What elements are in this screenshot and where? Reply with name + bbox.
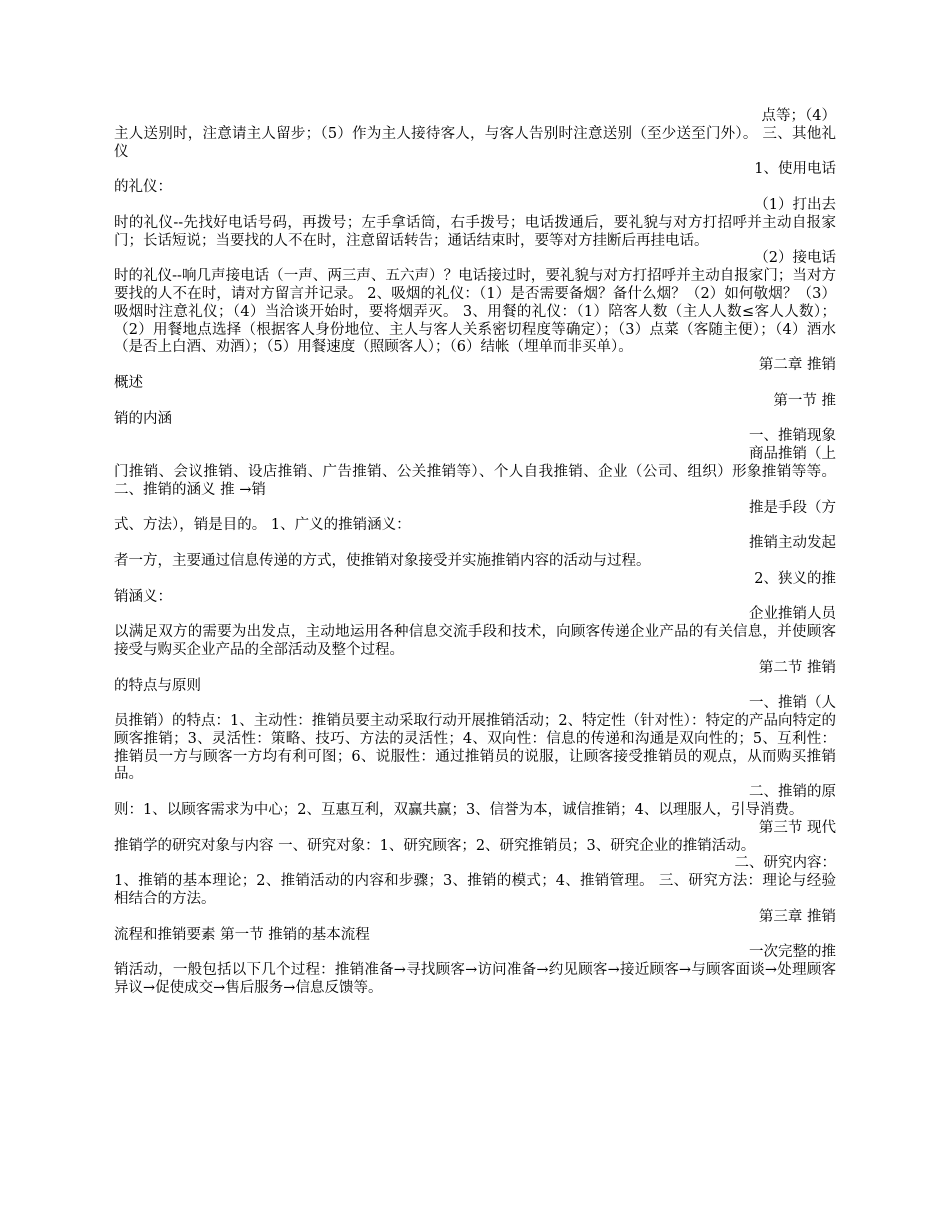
paragraph-text: 则：1、以顾客需求为中心；2、互惠互利，双赢共赢；3、信誉为本，诚信推销；4、以理服人，引导消费。 xyxy=(114,802,804,819)
heading-fragment: 第二章 推销 xyxy=(758,357,836,374)
heading-fragment: 一、推销现象 xyxy=(749,428,836,445)
heading-fragment: 第三章 推销 xyxy=(758,908,836,925)
paragraph-text: 时的礼仪--响几声接电话（一声、两三声、五六声）？电话接过时，要礼貌与对方打招呼并主动自报家门；当对方要找的人不在时，请对方留言并记录。 2、吸烟的礼仪：（1）是否需要备烟？备什么烟？（2）如何敬烟？（3）吸烟时注意礼仪；（4）当洽谈开始时，要将烟弄灭。 3、用餐的礼仪：（1）陪客人数（主人人数≤客人人数）；（2）用餐地点选择（根据客人身份地位、主人与客人关系密切程度等确定）；（3）点菜（客随主便）；（4）酒水（是否上白酒、劝酒）；（5）用餐速度（照顾客人）；（6）结帐（埋单而非买单）。 xyxy=(114,268,836,356)
paragraph-text: 1、推销的基本理论；2、推销活动的内容和步骤；3、推销的模式；4、推销管理。 三、研究方法：理论与经验相结合的方法。 xyxy=(114,873,836,908)
heading-fragment: 第二节 推销 xyxy=(758,659,836,676)
heading-fragment: 1、使用电话 xyxy=(754,161,836,178)
paragraph-text: 概述 xyxy=(114,374,143,391)
paragraph-text: 的礼仪： xyxy=(114,179,172,196)
heading-fragment: 2、狭义的推 xyxy=(754,570,836,587)
paragraph-text: 门推销、会议推销、设店推销、广告推销、公关推销等）、个人自我推销、企业（公司、组织）形象推销等等。 二、推销的涵义 推 →销 xyxy=(114,463,836,498)
paragraph-text: 推销学的研究对象与内容 一、研究对象：1、研究顾客；2、研究推销员；3、研究企业的推销活动。 xyxy=(114,837,756,854)
heading-fragment: 二、推销的原 xyxy=(749,784,836,801)
paragraph-text: 者一方，主要通过信息传递的方式，使推销对象接受并实施推销内容的活动与过程。 xyxy=(114,552,651,569)
paragraph-text: 式、方法），销是目的。 1、广义的推销涵义： xyxy=(114,517,411,534)
paragraph-text: 时的礼仪--先找好电话号码，再拨号；左手拿话筒，右手拨号；电话拨通后，要礼貌与对方打招呼并主动自报家门；长话短说；当要找的人不在时，注意留话转告；通话结束时，要等对方挂断后再挂电话。 xyxy=(114,214,836,249)
heading-fragment: 第一节 推 xyxy=(773,392,836,409)
paragraph-text: 主人送别时，注意请主人留步；（5）作为主人接待客人，与客人告别时注意送别（至少送至门外）。 三、其他礼仪 xyxy=(114,125,836,160)
heading-fragment: 二、研究内容： xyxy=(734,855,836,872)
heading-fragment: （2）接电话 xyxy=(754,250,836,267)
paragraph-text: 的特点与原则 xyxy=(114,677,201,694)
paragraph-text: 销的内涵 xyxy=(114,410,172,427)
heading-fragment: 企业推销人员 xyxy=(749,606,836,623)
paragraph-text: 销活动，一般包括以下几个过程：推销准备→寻找顾客→访问准备→约见顾客→接近顾客→与顾客面谈→处理顾客异议→促使成交→售后服务→信息反馈等。 xyxy=(114,962,836,997)
heading-fragment: 一次完整的推 xyxy=(749,944,836,961)
heading-fragment: 推销主动发起 xyxy=(749,535,836,552)
heading-fragment: 点等；（4） xyxy=(761,108,836,124)
paragraph-text: 流程和推销要素 第一节 推销的基本流程 xyxy=(114,926,370,943)
heading-fragment: 一、推销（人 xyxy=(749,695,836,712)
paragraph-text: 销涵义： xyxy=(114,588,172,605)
heading-fragment: 推是手段（方 xyxy=(749,499,836,516)
heading-fragment: 第三节 现代 xyxy=(758,819,836,836)
heading-fragment: （1）打出去 xyxy=(754,196,836,213)
heading-fragment: 商品推销（上 xyxy=(749,446,836,463)
paragraph-text: 员推销）的特点：1、主动性：推销员要主动采取行动开展推销活动；2、特定性（针对性）：特定的产品向特定的顾客推销；3、灵活性：策略、技巧、方法的灵活性；4、双向性：信息的传递和沟通是双向性的；5、互利性：推销员一方与顾客一方均有利可图；6、说服性：通过推销员的说服，让顾客接受推销员的观点，从而购买推销品。 xyxy=(114,713,836,783)
paragraph-text: 以满足双方的需要为出发点，主动地运用各种信息交流手段和技术，向顾客传递企业产品的有关信息，并使顾客接受与购买企业产品的全部活动及整个过程。 xyxy=(114,624,836,658)
document-body xyxy=(114,108,836,998)
